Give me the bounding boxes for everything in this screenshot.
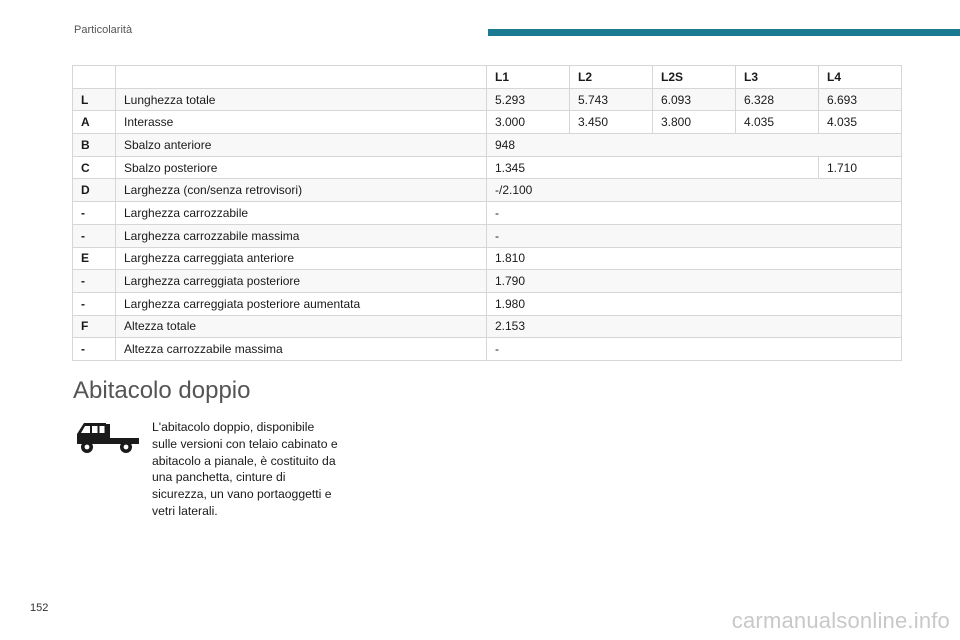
cell-value: 1.790 [487, 270, 902, 293]
header-sym-cell [73, 66, 116, 89]
page-number: 152 [30, 602, 49, 614]
column-header: L4 [819, 66, 902, 89]
column-header: L2S [653, 66, 736, 89]
cell-value: -/2.100 [487, 179, 902, 202]
row-symbol: L [73, 88, 116, 111]
cell-value: 1.345 [487, 156, 819, 179]
row-symbol: - [73, 224, 116, 247]
table-header-row [73, 66, 902, 89]
header-section-label: Particolarità [74, 24, 133, 36]
table-row [73, 270, 902, 293]
cell-value: 6.093 [653, 88, 736, 111]
row-symbol: F [73, 315, 116, 338]
table-row [73, 292, 902, 315]
double-cab-truck-icon [74, 418, 142, 456]
table-row [73, 88, 902, 111]
header-accent-bar [488, 29, 960, 36]
row-symbol: E [73, 247, 116, 270]
table-row [73, 247, 902, 270]
row-description: Lunghezza totale [116, 88, 487, 111]
cell-value: 4.035 [736, 111, 819, 134]
section-body-text: L'abitacolo doppio, disponibile sulle versioni con telaio cabinato e abitacolo a pianale, è costituito da una panchetta, cinture di sicurezza, un vano portaoggetti e vetri laterali. [152, 420, 338, 518]
row-description: Larghezza (con/senza retrovisori) [116, 179, 487, 202]
table-row [73, 202, 902, 225]
table-row [73, 338, 902, 361]
cell-value: - [487, 202, 902, 225]
row-description: Altezza carrozzabile massima [116, 338, 487, 361]
table-row [73, 315, 902, 338]
row-description: Interasse [116, 111, 487, 134]
header-desc-cell [116, 66, 487, 89]
row-description: Larghezza carreggiata anteriore [116, 247, 487, 270]
dimensions-table [72, 65, 902, 361]
table-row [73, 111, 902, 134]
cell-value: 948 [487, 134, 902, 157]
table-row [73, 134, 902, 157]
row-symbol: B [73, 134, 116, 157]
cell-value: 3.000 [487, 111, 570, 134]
row-description: Larghezza carrozzabile [116, 202, 487, 225]
table-row [73, 179, 902, 202]
cell-value: 3.450 [570, 111, 653, 134]
cell-value: 5.293 [487, 88, 570, 111]
cell-value: 1.710 [819, 156, 902, 179]
cell-value: 1.980 [487, 292, 902, 315]
column-header: L2 [570, 66, 653, 89]
row-description: Larghezza carreggiata posteriore aumentata [116, 292, 487, 315]
cell-value: 3.800 [653, 111, 736, 134]
column-header: L1 [487, 66, 570, 89]
row-description: Larghezza carreggiata posteriore [116, 270, 487, 293]
watermark: carmanualsonline.info [731, 608, 950, 633]
cell-value: 1.810 [487, 247, 902, 270]
row-description: Larghezza carrozzabile massima [116, 224, 487, 247]
row-symbol: - [73, 292, 116, 315]
cell-value: - [487, 224, 902, 247]
row-description: Sbalzo anteriore [116, 134, 487, 157]
row-description: Altezza totale [116, 315, 487, 338]
cell-value: 6.328 [736, 88, 819, 111]
table-row [73, 156, 902, 179]
row-symbol: - [73, 202, 116, 225]
table-row [73, 224, 902, 247]
row-description: Sbalzo posteriore [116, 156, 487, 179]
row-symbol: D [73, 179, 116, 202]
cell-value: 5.743 [570, 88, 653, 111]
cell-value: - [487, 338, 902, 361]
row-symbol: - [73, 270, 116, 293]
section-title: Abitacolo doppio [73, 377, 251, 404]
row-symbol: A [73, 111, 116, 134]
row-symbol: - [73, 338, 116, 361]
row-symbol: C [73, 156, 116, 179]
column-header: L3 [736, 66, 819, 89]
cell-value: 2.153 [487, 315, 902, 338]
cell-value: 6.693 [819, 88, 902, 111]
cell-value: 4.035 [819, 111, 902, 134]
